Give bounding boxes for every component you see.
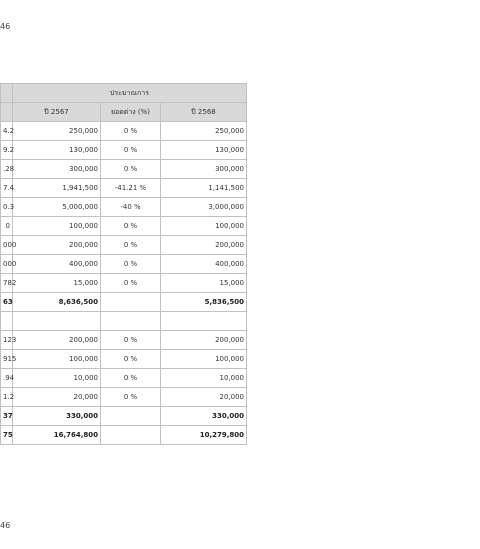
value-2568-cell: 400,000	[161, 255, 247, 274]
diff-percent-cell	[101, 293, 161, 312]
prev-year-value-cell	[1, 312, 13, 331]
prev-year-value-cell: 000	[1, 255, 13, 274]
table-row	[1, 160, 247, 179]
prev-year-value-cell: 7.4	[1, 179, 13, 198]
prev-year-value-cell: .28	[1, 160, 13, 179]
value-2568-cell: 300,000	[161, 160, 247, 179]
diff-percent-cell: 0 %	[101, 274, 161, 293]
diff-percent-cell: 0 %	[101, 160, 161, 179]
table-spacer-row	[1, 312, 247, 331]
value-2567-cell: 200,000	[13, 236, 101, 255]
diff-percent-cell	[101, 407, 161, 426]
table-row	[1, 122, 247, 141]
col-header-2568: ปี 2568	[161, 103, 247, 122]
table-row	[1, 179, 247, 198]
value-2568-cell: 330,000	[161, 407, 247, 426]
value-2567-cell: 300,000	[13, 160, 101, 179]
prev-year-value-cell: 63	[1, 293, 13, 312]
prev-year-value-cell: 782	[1, 274, 13, 293]
value-2567-cell: 10,000	[13, 369, 101, 388]
diff-percent-cell: -41.21 %	[101, 179, 161, 198]
prev-year-value-cell: 37	[1, 407, 13, 426]
table-row	[1, 274, 247, 293]
table-row	[1, 350, 247, 369]
value-2567-cell	[13, 312, 101, 331]
value-2568-cell: 200,000	[161, 331, 247, 350]
table-group-header-row	[1, 84, 247, 103]
value-2567-cell: 5,000,000	[13, 198, 101, 217]
value-2567-cell: 130,000	[13, 141, 101, 160]
value-2568-cell: 3,000,000	[161, 198, 247, 217]
diff-percent-cell: 0 %	[101, 388, 161, 407]
value-2567-cell: 8,636,500	[13, 293, 101, 312]
prev-year-value-cell: 9.2	[1, 141, 13, 160]
diff-percent-cell: 0 %	[101, 350, 161, 369]
value-2567-cell: 250,000	[13, 122, 101, 141]
table-row	[1, 236, 247, 255]
value-2567-cell: 200,000	[13, 331, 101, 350]
value-2568-cell: 15,000	[161, 274, 247, 293]
value-2568-cell: 100,000	[161, 217, 247, 236]
table-row	[1, 388, 247, 407]
diff-percent-cell: 0 %	[101, 255, 161, 274]
value-2568-cell: 130,000	[161, 141, 247, 160]
value-2567-cell: 16,764,800	[13, 426, 101, 445]
table-column-header-row	[1, 103, 247, 122]
prev-year-value-cell: 0	[1, 217, 13, 236]
table-row	[1, 369, 247, 388]
value-2568-cell: 10,279,800	[161, 426, 247, 445]
page-number-top: 46	[0, 22, 11, 31]
table-row	[1, 255, 247, 274]
table-total-row	[1, 293, 247, 312]
diff-percent-cell	[101, 312, 161, 331]
table-row	[1, 141, 247, 160]
prev-year-value-cell: 1.2	[1, 388, 13, 407]
prev-year-value-cell: 75	[1, 426, 13, 445]
header-prev-cell	[1, 84, 13, 103]
group-header-estimate: ประมาณการ	[13, 84, 247, 103]
value-2568-cell: 200,000	[161, 236, 247, 255]
value-2567-cell: 400,000	[13, 255, 101, 274]
value-2568-cell	[161, 312, 247, 331]
col-header-2567: ปี 2567	[13, 103, 101, 122]
diff-percent-cell: 0 %	[101, 141, 161, 160]
value-2568-cell: 20,000	[161, 388, 247, 407]
header-prev-cell	[1, 103, 13, 122]
value-2568-cell: 100,000	[161, 350, 247, 369]
diff-percent-cell: 0 %	[101, 122, 161, 141]
table-row	[1, 331, 247, 350]
diff-percent-cell: -40 %	[101, 198, 161, 217]
table-total-row	[1, 407, 247, 426]
table-row	[1, 217, 247, 236]
value-2567-cell: 100,000	[13, 350, 101, 369]
value-2567-cell: 1,941,500	[13, 179, 101, 198]
diff-percent-cell: 0 %	[101, 217, 161, 236]
value-2567-cell: 15,000	[13, 274, 101, 293]
prev-year-value-cell: 915	[1, 350, 13, 369]
prev-year-value-cell: 0.3	[1, 198, 13, 217]
value-2567-cell: 330,000	[13, 407, 101, 426]
diff-percent-cell: 0 %	[101, 369, 161, 388]
value-2568-cell: 1,141,500	[161, 179, 247, 198]
diff-percent-cell: 0 %	[101, 331, 161, 350]
value-2567-cell: 100,000	[13, 217, 101, 236]
prev-year-value-cell: 000	[1, 236, 13, 255]
col-header-diff: ยอดต่าง (%)	[101, 103, 161, 122]
prev-year-value-cell: 123	[1, 331, 13, 350]
prev-year-value-cell: 4.2	[1, 122, 13, 141]
table-total-row	[1, 426, 247, 445]
diff-percent-cell: 0 %	[101, 236, 161, 255]
value-2568-cell: 10,000	[161, 369, 247, 388]
diff-percent-cell	[101, 426, 161, 445]
page-number-bottom: 46	[0, 521, 11, 530]
value-2568-cell: 5,836,500	[161, 293, 247, 312]
table-row	[1, 198, 247, 217]
value-2568-cell: 250,000	[161, 122, 247, 141]
value-2567-cell: 20,000	[13, 388, 101, 407]
prev-year-value-cell: .94	[1, 369, 13, 388]
budget-estimate-table	[0, 83, 247, 445]
